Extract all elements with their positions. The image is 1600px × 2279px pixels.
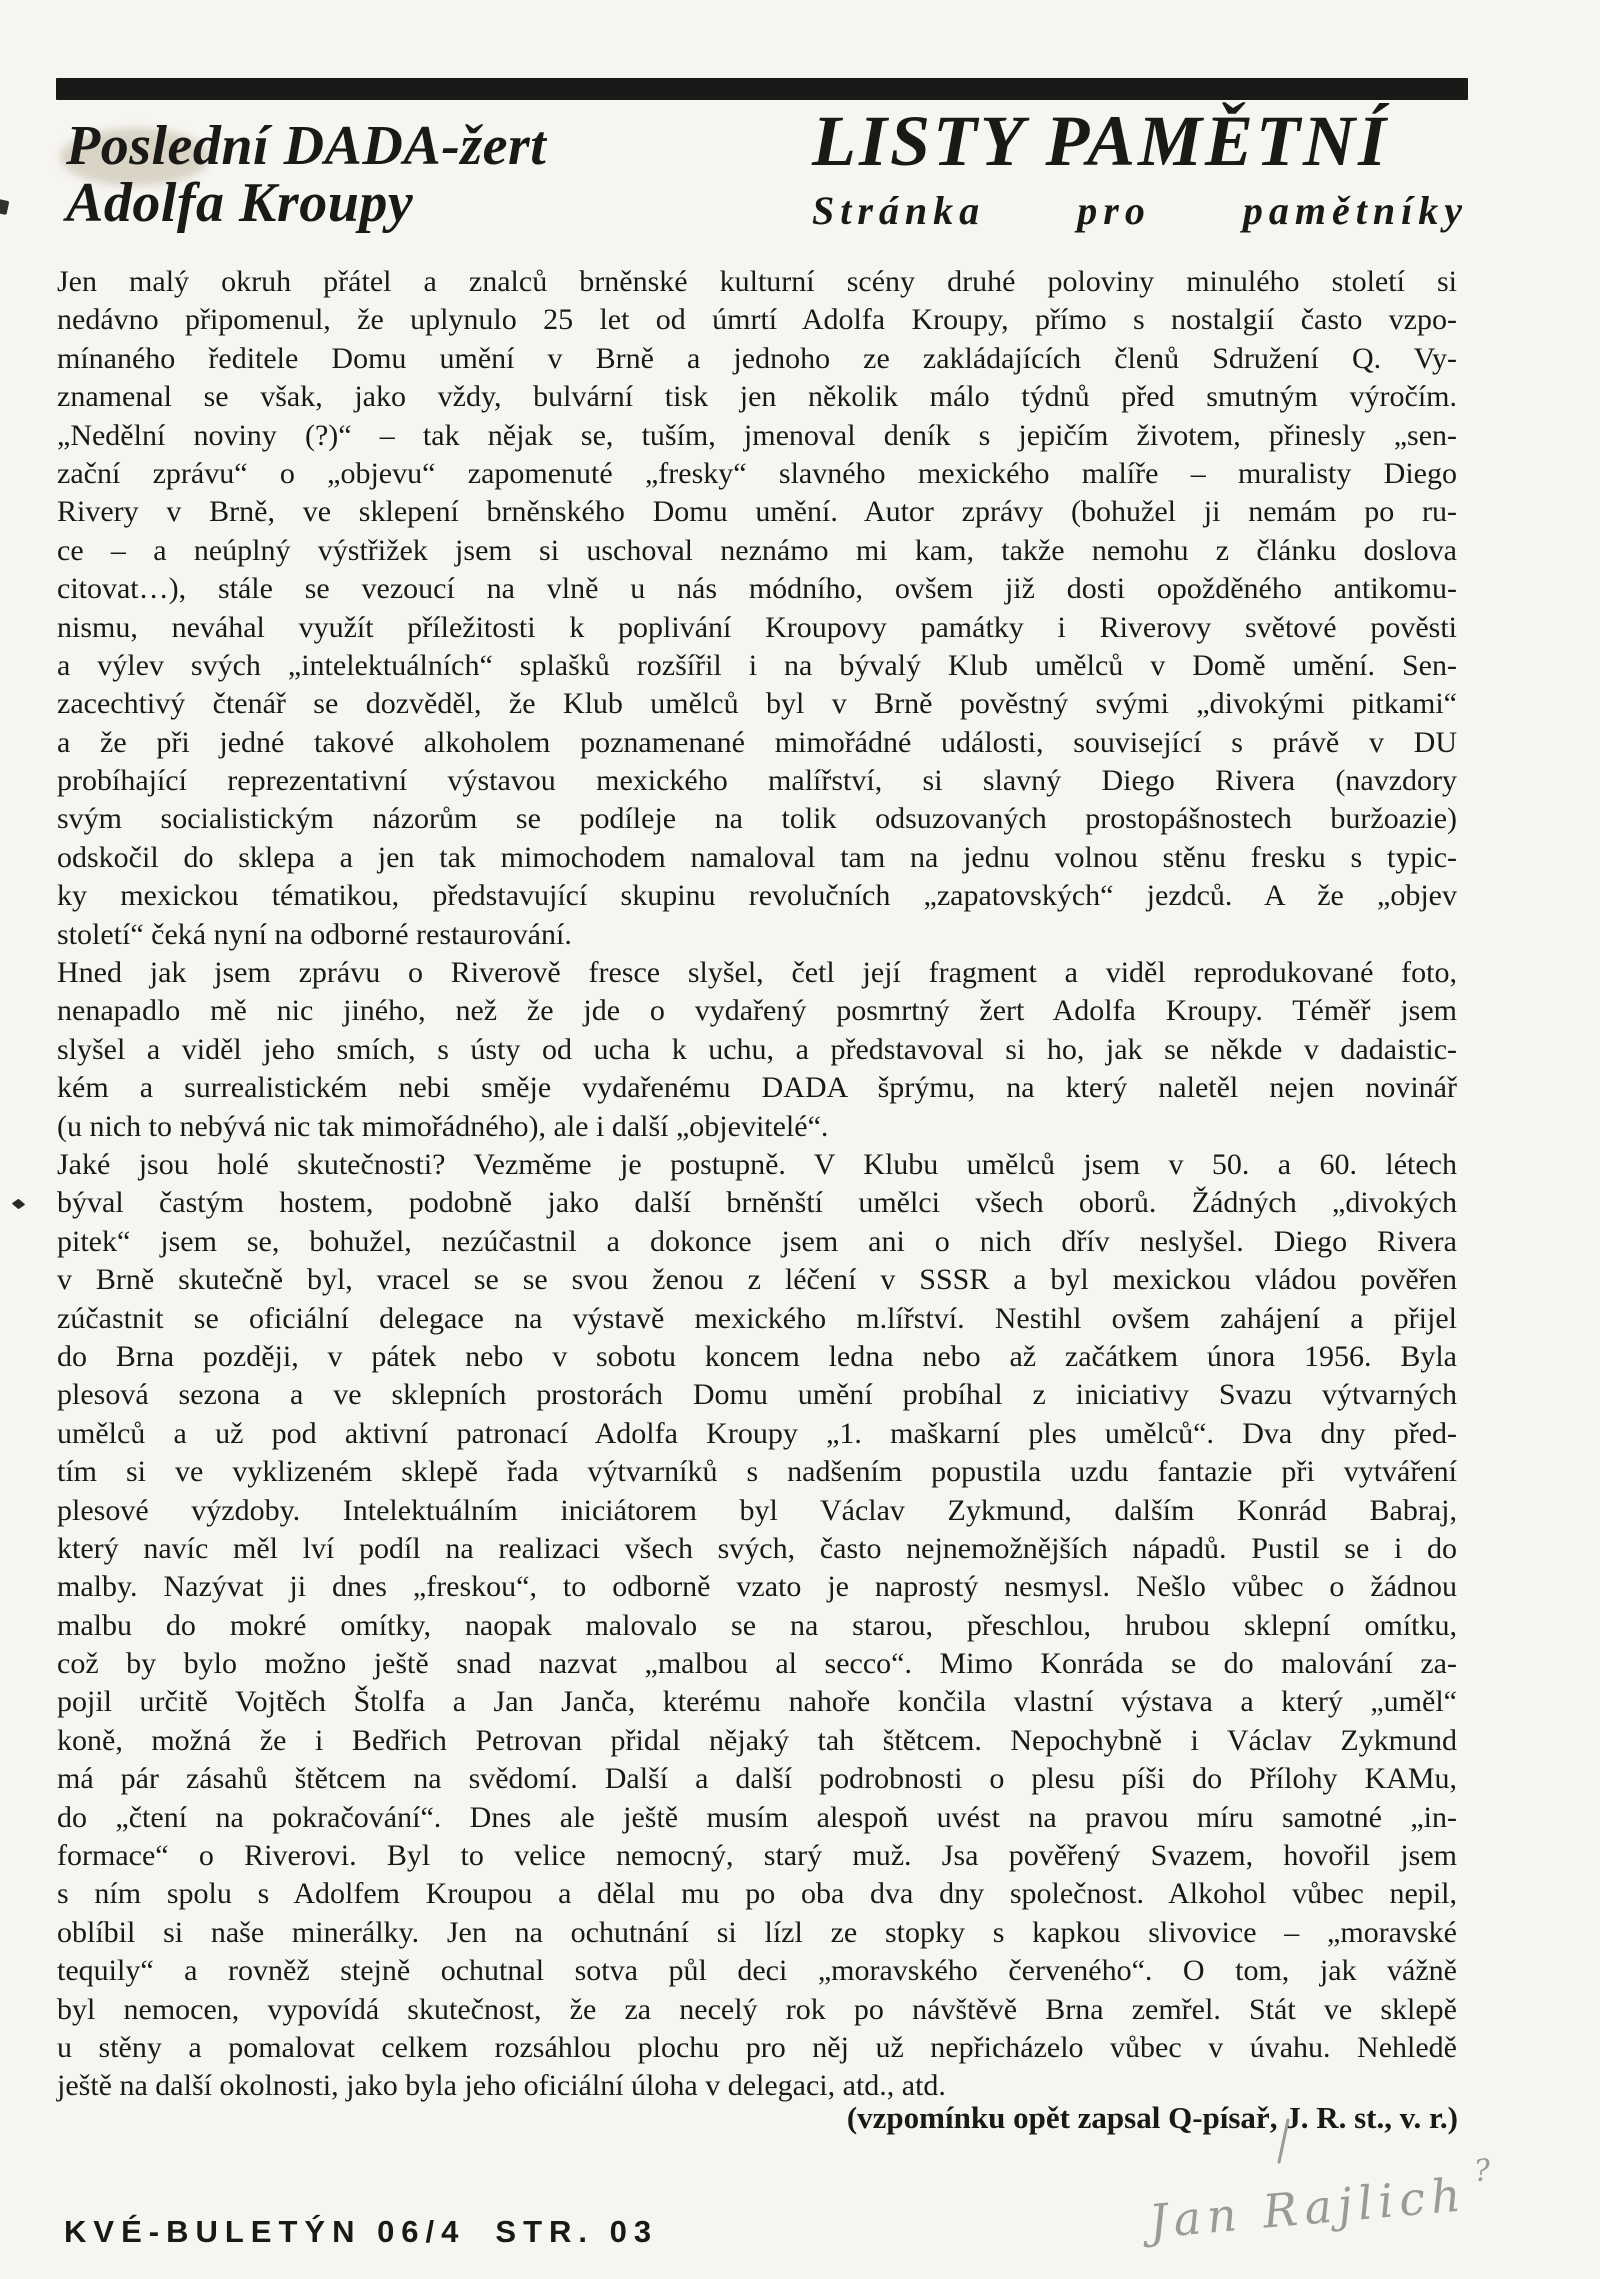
text-line: kém a surrealistickém nebi směje vydařenému DADA šprýmu, na který naletěl nejen novinář xyxy=(57,1071,1457,1105)
edge-speck xyxy=(0,199,9,215)
text-line: nedávno připomenul, že uplynulo 25 let od úmrtí Adolfa Kroupy, přímo s nostalgií často vzpo- xyxy=(57,303,1457,337)
masthead-rule xyxy=(56,78,1468,100)
text-line: citovat…), stále se vezoucí na vlně u nás módního, ovšem již dosti opožděného antikomu- xyxy=(57,572,1457,606)
masthead-title: LISTY PAMĚTNÍ xyxy=(812,101,1390,181)
text-line: zační zprávu“ o „objevu“ zapomenuté „fresky“ slavného mexického malíře – muralisty Diego xyxy=(57,456,1457,490)
text-line: plesové výzdoby. Intelektuálním iniciátorem byl Václav Zykmund, dalším Konrád Babraj, xyxy=(57,1493,1457,1527)
text-line: s ním spolu s Adolfem Kroupou a dělal mu po oba dva dny společnost. Alkohol vůbec nepil, xyxy=(57,1877,1457,1911)
article-title-line2: Adolfa Kroupy xyxy=(66,172,414,234)
text-line: ky mexickou tématikou, představující skupinu revolučních „zapatovských“ jezdců. A že „objev xyxy=(57,879,1457,913)
text-line: plesová sezona a ve sklepních prostorách Domu umění probíhal z iniciativy Svazu výtvarných xyxy=(57,1378,1457,1412)
article-body xyxy=(57,263,1457,2106)
text-line: oblíbil si naše minerálky. Jen na ochutnání si lízl ze stopky s kapkou slivovice – „moravské xyxy=(57,1915,1457,1949)
text-line: v Brně skutečně byl, vracel se se svou ženou z léčení v SSSR a byl mexickou vládou pověřen xyxy=(57,1263,1457,1297)
text-line: zacechtivý čtenář se dozvěděl, že Klub umělců byl v Brně pověstný svými „divokými pitkami“ xyxy=(57,687,1457,721)
text-line: (u nich to nebývá nic tak mimořádného), ale i další „objevitelé“. xyxy=(57,1109,829,1143)
article-byline: (vzpomínku opět zapsal Q-písař, J. R. st., v. r.) xyxy=(846,2100,1458,2135)
text-line: nenapadlo mě nic jiného, než že jde o vydařený posmrtný žert Adolfa Kroupy. Téměř jsem xyxy=(57,994,1457,1028)
text-line: do „čtení na pokračování“. Dnes ale ještě musím alespoň uvést na pravou míru samotné „in- xyxy=(57,1800,1457,1834)
text-line: u stěny a pomalovat celkem rozsáhlou plochu pro něj už nepřicházelo vůbec v úvahu. Nehledě xyxy=(57,2030,1457,2064)
text-line: Hned jak jsem zprávu o Riverově fresce slyšel, četl její fragment a viděl reprodukované foto, xyxy=(57,956,1457,990)
article-title xyxy=(66,115,547,234)
text-line: byl nemocen, vypovídá skutečnost, že za necelý rok po návštěvě Brna zemřel. Stát ve sklepě xyxy=(57,1992,1457,2026)
text-line: což by bylo možno ještě snad nazvat „malbou al secco“. Mimo Konráda se do malování za- xyxy=(57,1647,1457,1681)
text-line: pitek“ jsem se, bohužel, nezúčastnil a dokonce jsem ani o nich dřív neslyšel. Diego Rivera xyxy=(57,1224,1457,1258)
text-line: slyšel a viděl jeho smích, s ústy od ucha k uchu, a představoval si ho, jak se někde v dadaistic- xyxy=(57,1032,1457,1066)
margin-speck xyxy=(12,1199,26,1210)
text-line: tím si ve vyklizeném sklepě řada výtvarníků s nadšením popustila uzdu fantazie při vytváření xyxy=(57,1455,1457,1489)
text-line: „Nedělní noviny (?)“ – tak nějak se, tuším, jmenoval deník s jepičím životem, přinesly „sen- xyxy=(57,418,1457,452)
text-line: mínaného ředitele Domu umění v Brně a jednoho ze zakládajících členů Sdružení Q. Vy- xyxy=(57,341,1457,375)
text-line: Rivery v Brně, ve sklepení brněnského Domu umění. Autor zprávy (bohužel ji nemám po ru- xyxy=(57,495,1457,529)
footer-issue-label: KVÉ-BULETÝN 06/4 xyxy=(64,2214,466,2249)
footer-page-number: STR. 03 xyxy=(495,2214,659,2249)
text-line: odskočil do sklepa a jen tak mimochodem namaloval tam na jednu volnou stěnu fresku s typic- xyxy=(57,840,1457,874)
text-line: malbu do mokré omítky, naopak malovalo se na starou, přeschlou, hrubou sklepní omítku, xyxy=(57,1608,1457,1642)
text-line: zúčastnit se oficiální delegace na výstavě mexického m.lířství. Nestihl ovšem zahájení a přijel xyxy=(57,1301,1457,1335)
text-line: a výlev svých „intelektuálních“ splašků rozšířil i na bývalý Klub umělců v Domě umění. Sen- xyxy=(57,648,1457,682)
text-line: svým socialistickým názorům se podíleje na tolik odsuzovaných prostopášnostech buržoazie) xyxy=(57,802,1457,836)
text-line: ce – a neúplný výstřižek jsem si uschoval neznámo mi kam, takže nemohu z článku doslova xyxy=(57,533,1457,567)
text-line: Jen malý okruh přátel a znalců brněnské kulturní scény druhé poloviny minulého století si xyxy=(57,265,1457,298)
text-line: tequily“ a rovněž stejně ochutnal sotva půl deci „moravského červeného“. O tom, jak vážně xyxy=(57,1954,1457,1988)
text-line: formace“ o Riverovi. Byl to velice nemocný, starý muž. Jsa pověřený Svazem, hovořil jsem xyxy=(57,1839,1457,1873)
handwritten-name: Jan Rajlich xyxy=(1146,2167,1469,2249)
page-footer xyxy=(64,2214,658,2250)
text-line: má pár zásahů štětcem na svědomí. Další a další podrobnosti o plesu píši do Přílohy KAMu, xyxy=(57,1762,1457,1796)
text-line: který navíc měl lví podíl na realizaci všech svých, často nejnemožnějších nápadů. Pustil se i do xyxy=(57,1531,1457,1565)
article-title-line1: Poslední DADA-žert xyxy=(66,115,547,177)
handwritten-question-mark: ? xyxy=(1472,2152,1498,2190)
text-line: koně, možná že i Bedřich Petrovan přidal nějaký tah štětcem. Nepochybně i Václav Zykmund xyxy=(57,1723,1457,1757)
masthead-subtitle: Stránka pro pamětníky xyxy=(812,188,1468,233)
text-line: ještě na další okolnosti, jako byla jeho oficiální úloha v delegaci, atd., atd. xyxy=(57,2069,946,2103)
text-line: do Brna později, v pátek nebo v sobotu koncem ledna nebo až začátkem února 1956. Byla xyxy=(57,1339,1457,1373)
text-line: probíhající reprezentativní výstavou mexického malířství, si slavný Diego Rivera (navzdory xyxy=(57,764,1457,798)
handwritten-signature xyxy=(1146,2152,1498,2249)
text-line: pojil určitě Vojtěch Štolfa a Jan Janča, kterému nahoře končila vlastní výstava a který „uměl“ xyxy=(57,1685,1457,1719)
text-line: nismu, neváhal využít příležitosti k poplivání Kroupovy památky i Riverovy světové pověsti xyxy=(57,610,1457,644)
text-line: malby. Nazývat ji dnes „freskou“, to odborně vzato je naprostý nesmysl. Nešlo vůbec o žádnou xyxy=(57,1570,1457,1604)
text-line: století“ čeká nyní na odborné restaurování. xyxy=(57,917,572,951)
text-line: umělců a už pod aktivní patronací Adolfa Kroupy „1. maškarní ples umělců“. Dva dny před- xyxy=(57,1416,1457,1450)
text-line: býval častým hostem, podobně jako další brněnští umělci všech oborů. Žádných „divokých xyxy=(57,1186,1457,1220)
text-line: Jaké jsou holé skutečnosti? Vezměme je postupně. V Klubu umělců jsem v 50. a 60. létech xyxy=(57,1147,1457,1181)
text-line: znamenal se však, jako vždy, bulvární tisk jen několik málo týdnů před smutným výročím. xyxy=(57,380,1457,414)
text-line: a že při jedné takové alkoholem poznamenané mimořádné události, související s právě v DU xyxy=(57,725,1457,759)
masthead xyxy=(812,101,1468,233)
